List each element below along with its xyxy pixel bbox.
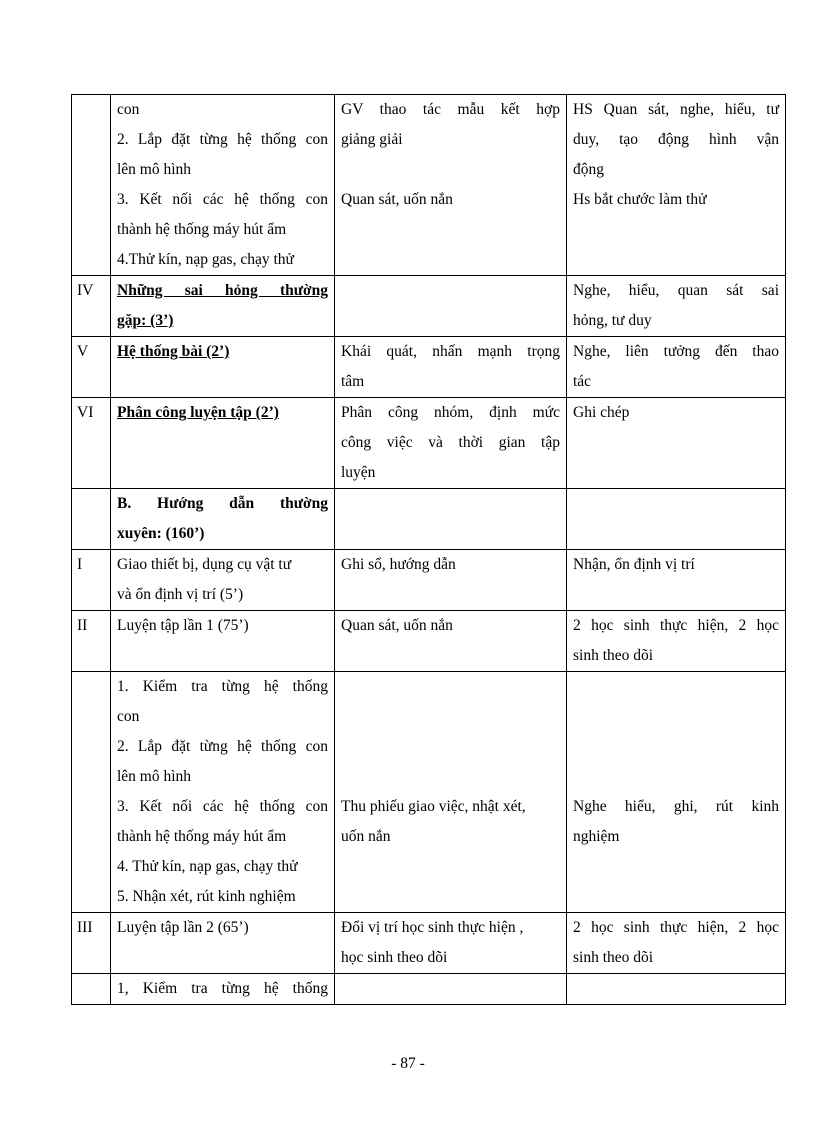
content-cell-line: và ổn định vị trí (5’) [117,586,244,603]
teacher-activity-cell [335,489,567,550]
teacher-activity-cell [335,611,567,672]
row-number-cell [72,337,111,398]
student-activity-cell-line: Nghe, hiểu, quan sát sai [573,282,779,299]
student-activity-cell-line: sinh theo dõi [573,949,654,966]
table-row [72,974,786,1005]
student-activity-cell [567,276,786,337]
table-row [72,337,786,398]
content-cell-line: Giao thiết bị, dụng cụ vật tư [117,556,292,573]
teacher-activity-cell-line: GV thao tác mẫu kết hợp [341,101,560,118]
content-cell-line: lên mô hình [117,161,192,178]
student-activity-cell [567,974,786,1005]
student-activity-cell [567,398,786,489]
teacher-activity-cell-line: công việc và thời gian tập [341,434,560,451]
row-number-cell [72,95,111,276]
row-number-cell [72,489,111,550]
row-number-cell [72,672,111,913]
content-cell-line: gặp: (3’) [117,312,174,329]
teacher-activity-cell-line: uốn nắn [341,828,391,845]
row-number-cell [72,974,111,1005]
student-activity-cell-line: động [573,161,604,178]
content-cell-line: Hệ thống bài (2’) [117,343,230,360]
content-cell-line: con [117,708,140,725]
table-row [72,611,786,672]
content-cell-line: 5. Nhận xét, rút kinh nghiệm [117,888,296,905]
content-cell [111,611,335,672]
row-number-cell [72,276,111,337]
student-activity-cell-line: Hs bắt chước làm thử [573,191,707,208]
table-row [72,276,786,337]
teacher-activity-cell-line: tâm [341,373,365,390]
content-cell [111,337,335,398]
student-activity-cell-line [573,762,779,792]
content-cell-line: 4.Thử kín, nạp gas, chạy thử [117,251,294,268]
content-cell-line: 1, Kiểm tra từng hệ thống [117,980,328,997]
student-activity-cell [567,95,786,276]
teacher-activity-cell [335,974,567,1005]
content-cell [111,95,335,276]
teacher-activity-cell-line: Đổi vị trí học sinh thực hiện , [341,919,524,936]
content-cell-line: B. Hướng dẫn thường [117,495,328,512]
content-cell-line: thành hệ thống máy hút ẩm [117,221,287,238]
teacher-activity-cell-line: Quan sát, uốn nắn [341,191,453,208]
teacher-activity-cell [335,276,567,337]
content-cell-line: 3. Kết nối các hệ thống con [117,191,328,208]
table-row [72,398,786,489]
row-number-cell [72,550,111,611]
content-cell-line: thành hệ thống máy hút ẩm [117,828,287,845]
student-activity-cell-line: Nhận, ổn định vị trí [573,556,695,573]
content-cell [111,398,335,489]
teacher-activity-cell-line [341,672,560,702]
student-activity-cell [567,489,786,550]
student-activity-cell [567,611,786,672]
content-cell-line: 1. Kiểm tra từng hệ thống [117,678,328,695]
teacher-activity-cell-line [341,762,560,792]
student-activity-cell-line: 2 học sinh thực hiện, 2 học [573,617,779,634]
content-cell [111,276,335,337]
page-number: - 87 - [391,1055,425,1072]
student-activity-cell-line: sinh theo dõi [573,647,654,664]
row-number-cell-text: II [77,617,88,634]
table-row [72,489,786,550]
teacher-activity-cell [335,913,567,974]
content-cell-line: 2. Lắp đặt từng hệ thống con [117,131,328,148]
teacher-activity-cell-line: Phân công nhóm, định mức [341,404,560,421]
student-activity-cell-line: Nghe hiểu, ghi, rút kinh [573,798,779,815]
row-number-cell-text: VI [77,404,94,421]
teacher-activity-cell-line [341,732,560,762]
teacher-activity-cell [335,550,567,611]
student-activity-cell-line: Nghe, liên tưởng đến thao [573,343,779,360]
student-activity-cell [567,913,786,974]
content-cell-line: Những sai hỏng thường [117,282,328,299]
content-cell-line: 4. Thử kín, nạp gas, chạy thử [117,858,298,875]
content-cell-line: con [117,101,140,118]
content-cell-line: 3. Kết nối các hệ thống con [117,798,328,815]
content-cell-line: 2. Lắp đặt từng hệ thống con [117,738,328,755]
student-activity-cell-line: HS Quan sát, nghe, hiểu, tư [573,101,779,118]
teacher-activity-cell-line: học sinh theo dõi [341,949,448,966]
content-cell-line: Phân công luyện tập (2’) [117,404,279,421]
student-activity-cell [567,550,786,611]
row-number-cell [72,611,111,672]
student-activity-cell-line: Ghi chép [573,404,630,421]
teacher-activity-cell-line: giảng giải [341,131,403,148]
student-activity-cell-line [573,672,779,702]
student-activity-cell [567,672,786,913]
content-cell-line: xuyên: (160’) [117,525,205,542]
content-cell [111,550,335,611]
teacher-activity-cell [335,398,567,489]
row-number-cell [72,398,111,489]
teacher-activity-cell-line: Quan sát, uốn nắn [341,617,453,634]
teacher-activity-cell [335,672,567,913]
content-cell-line: lên mô hình [117,768,192,785]
table-row [72,672,786,913]
table-row [72,95,786,276]
row-number-cell-text: V [77,343,89,360]
table-row [72,550,786,611]
table-row [72,913,786,974]
content-cell [111,913,335,974]
teacher-activity-cell-line: Ghi sổ, hướng dẫn [341,556,456,573]
student-activity-cell-line: nghiệm [573,828,620,845]
teacher-activity-cell-line: luyện [341,464,376,481]
student-activity-cell-line: tác [573,373,592,390]
teacher-activity-cell-line: Khái quát, nhấn mạnh trọng [341,343,560,360]
teacher-activity-cell [335,337,567,398]
content-cell [111,489,335,550]
row-number-cell-text: III [77,919,93,936]
teacher-activity-cell-line: Thu phiếu giao việc, nhật xét, [341,798,526,815]
teacher-activity-cell-line [341,155,560,185]
lesson-plan-table [71,94,786,1005]
row-number-cell-text: IV [77,282,94,299]
content-cell-line: Luyện tập lần 2 (65’) [117,919,249,936]
row-number-cell-text: I [77,556,83,573]
teacher-activity-cell-line [341,702,560,732]
row-number-cell [72,913,111,974]
content-cell [111,974,335,1005]
teacher-activity-cell [335,95,567,276]
content-cell-line: Luyện tập lần 1 (75’) [117,617,249,634]
student-activity-cell-line [573,732,779,762]
content-cell [111,672,335,913]
student-activity-cell-line: hỏng, tư duy [573,312,652,329]
student-activity-cell-line: 2 học sinh thực hiện, 2 học [573,919,779,936]
student-activity-cell [567,337,786,398]
student-activity-cell-line: duy, tạo động hình vận [573,131,779,148]
student-activity-cell-line [573,702,779,732]
